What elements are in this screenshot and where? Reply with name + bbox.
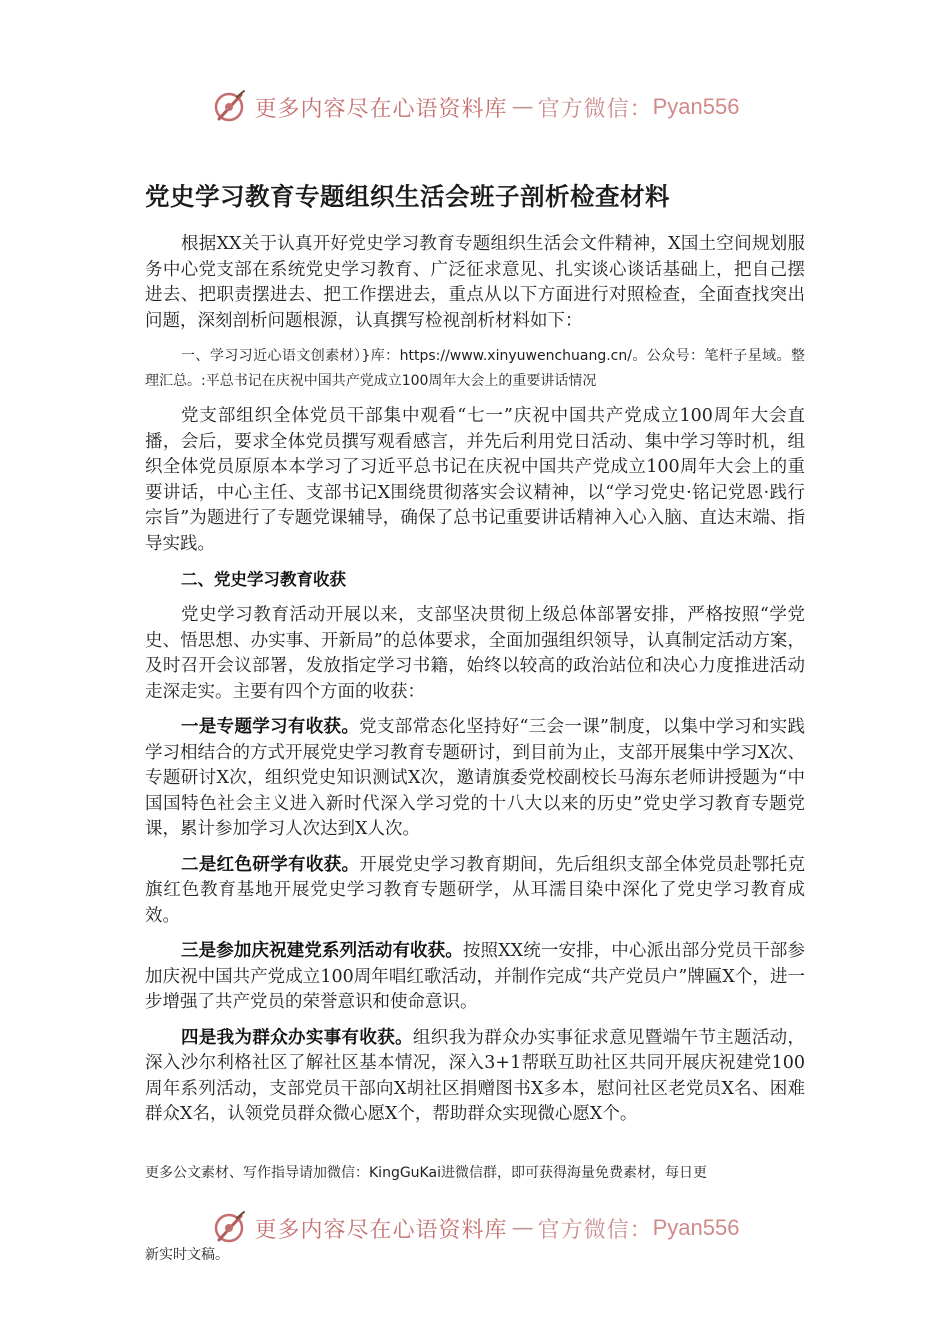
section1-paragraph: 党支部组织全体党员干部集中观看“七一”庆祝中国共产党成立100周年大会直播，会后，要求全体党员撰写观看感言，并先后利用党日活动、集中学习等时机，组织全体党员原原本本学习了习近平总书记在庆祝中国共产党成立100周年大会上的重要讲话，中心主任、支部书记X围绕贯彻落实会议精神，以“学习党史·铭记党恩·践行宗旨”为题进行了专题党课辅导，确保了总书记重要讲话精神入心入脑、直达末端、指导实践。 <box>145 406 805 554</box>
footer-promo-line: 更多公文素材、写作指导请加微信：KingGuKai进微信群，即可获得海量免费素材，每日更 <box>145 1165 707 1181</box>
document-title: 党史学习教育专题组织生活会班子剖析检查材料 <box>145 182 670 211</box>
section2-paragraph: 党史学习教育活动开展以来，支部坚决贯彻上级总体部署安排，严格按照“学党史、悟思想、办实事、开新局”的总体要求，全面加强组织领导，认真制定活动方案，及时召开会议部署，发放指定学习书籍，始终以较高的政治站位和决心力度推进活动走深走实。主要有四个方面的收获： <box>145 605 805 702</box>
harvest-item-3 <box>145 939 805 1016</box>
harvest-item-2-text: 开展党史学习教育期间，先后组织支部全体党员赴鄂托克旗红色教育基地开展党史学习教育专题研学，从耳濡目染中深化了党史学习教育成效。 <box>145 854 806 926</box>
watermark-separator: — <box>511 1215 534 1241</box>
harvest-item-3-lead: 三是参加庆祝建党系列活动有收获。 <box>181 941 463 961</box>
harvest-item-1 <box>145 715 805 843</box>
section1-heading-line: 一、学习习近心语文创素材）}库：https://www.xinyuwenchuang.cn/。公众号：笔杆子星域。整理汇总。:平总书记在庆祝中国共产党成立100周年大会上的重要讲话情况 <box>145 348 805 389</box>
section2-heading: 二、党史学习教育收获 <box>181 570 346 589</box>
brush-logo-icon <box>211 1208 251 1248</box>
watermark-main-text: 更多内容尽在心语资料库 <box>254 96 508 122</box>
harvest-item-4 <box>145 1026 805 1128</box>
harvest-item-3-text: 按照XX统一安排，中心派出部分党员干部参加庆祝中国共产党成立100周年唱红歌活动，并制作完成“共产党员户”牌匾X个，进一步增强了共产党员的荣誉意识和使命意识。 <box>145 941 805 1012</box>
watermark-wechat-id: Pyan556 <box>652 94 740 119</box>
watermark-wechat-id: Pyan556 <box>652 1215 740 1240</box>
footer-continuation-line: 新实时文稿。 <box>145 1247 229 1263</box>
watermark-main-text: 更多内容尽在心语资料库 <box>254 1217 508 1243</box>
watermark-wechat-label: 官方微信： <box>537 96 653 122</box>
harvest-item-4-lead: 四是我为群众办实事有收获。 <box>181 1027 413 1048</box>
harvest-item-2 <box>145 853 805 930</box>
document-body <box>145 232 805 1138</box>
harvest-item-1-text: 党支部常态化坚持好“三会一课”制度，以集中学习和实践学习相结合的方式开展党史学习教育专题研讨，到目前为止，支部开展集中学习X次、专题研讨X次，组织党史知识测试X次，邀请旗委党校副校长马海东老师讲授题为“中国国特色社会主义进入新时代深入学习党的十八大以来的历史”党史学习教育专题党课，累计参加学习人次达到X人次。 <box>145 717 805 839</box>
brush-logo-icon <box>211 87 251 127</box>
harvest-item-1-lead: 一是专题学习有收获。 <box>181 717 360 737</box>
harvest-item-4-text: 组织我为群众办实事征求意见暨端午节主题活动，深入沙尔利格社区了解社区基本情况，深入3+1帮联互助社区共同开展庆祝建党100周年系列活动，支部党员干部向X胡社区捐赠图书X多本，慰问社区老党员X名、困难群众X名，认领党员群众微心愿X个，帮助群众实现微心愿X个。 <box>145 1027 806 1124</box>
watermark-top <box>0 85 950 129</box>
intro-paragraph: 根据XX关于认真开好党史学习教育专题组织生活会文件精神，X国土空间规划服务中心党支部在系统党史学习教育、广泛征求意见、扎实谈心谈话基础上，把自己摆进去、把职责摆进去、把工作摆进去，重点从以下方面进行对照检查，全面查找突出问题，深刻剖析问题根源，认真撰写检视剖析材料如下： <box>145 234 805 331</box>
watermark-wechat-label: 官方微信： <box>537 1217 653 1243</box>
watermark-separator: — <box>511 94 534 120</box>
harvest-item-2-lead: 二是红色研学有收获。 <box>181 854 360 875</box>
